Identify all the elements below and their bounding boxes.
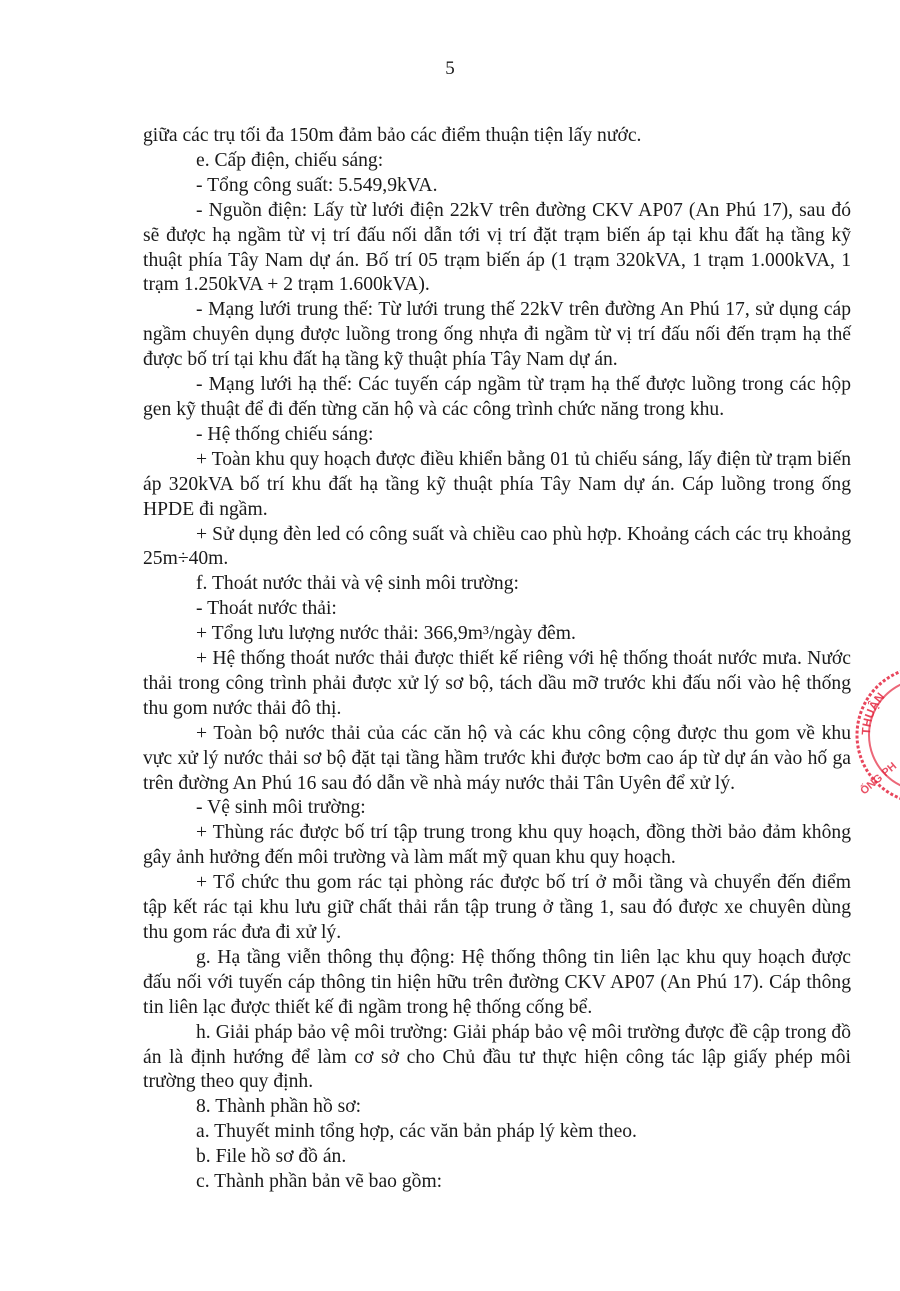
paragraph: + Tổng lưu lượng nước thải: 366,9m³/ngày đêm. xyxy=(196,623,576,645)
paragraph: - Tổng công suất: 5.549,9kVA. xyxy=(196,174,438,196)
list-item: b. File hồ sơ đồ án. xyxy=(196,1146,347,1168)
section-heading: g. Hạ tầng viễn thông thụ động: Hệ thống thông tin liên lạc khu quy hoạch được đấu nối với tuyến cáp thông tin hiện hữu trên đường CKV AP07 (An Phú 17). Cáp thông tin liên lạc được thiết kế đi ngầm trong hệ thống cống bể. xyxy=(143,946,851,1018)
document-body xyxy=(143,124,851,1195)
seal-text: THUẬN xyxy=(858,689,888,736)
paragraph: - Thoát nước thải: xyxy=(196,598,337,620)
paragraph: - Nguồn điện: Lấy từ lưới điện 22kV trên đường CKV AP07 (An Phú 17), sau đó sẽ được hạ ngầm từ vị trí đấu nối dẫn tới vị trí đặt trạm biến áp tại khu đất hạ tầng kỹ thuật phía Tây Nam dự án. Bố trí 05 trạm biến áp (1 trạm 320kVA, 1 trạm 1.000kVA, 1 trạm 1.250kVA + 2 trạm 1.600kVA). xyxy=(143,199,851,296)
paragraph: giữa các trụ tối đa 150m đảm bảo các điểm thuận tiện lấy nước. xyxy=(143,125,642,146)
svg-text:THUẬN xyxy=(859,690,888,735)
paragraph: - Mạng lưới hạ thế: Các tuyến cáp ngầm từ trạm hạ thế được luồng trong các hộp gen kỹ thuật để đi đến từng căn hộ và các công trình chức năng trong khu. xyxy=(143,374,851,420)
paragraph: - Hệ thống chiếu sáng: xyxy=(196,423,374,445)
paragraph: + Sử dụng đèn led có công suất và chiều cao phù hợp. Khoảng cách các trụ khoảng 25m÷40m. xyxy=(143,523,851,570)
list-item: a. Thuyết minh tổng hợp, các văn bản pháp lý kèm theo. xyxy=(196,1121,637,1143)
paragraph: + Toàn khu quy hoạch được điều khiển bằng 01 tủ chiếu sáng, lấy điện từ trạm biến áp 320kVA bố trí khu đất hạ tầng kỹ thuật phía Tây Nam dự án. Cáp luồng trong ống HPDE đi ngầm. xyxy=(143,448,851,520)
section-heading: f. Thoát nước thải và vệ sinh môi trường: xyxy=(196,573,519,595)
page-number: 5 xyxy=(445,58,455,79)
paragraph: + Tổ chức thu gom rác tại phòng rác được bố trí ở mỗi tầng và chuyển đến điểm tập kết rác tại khu lưu giữ chất thải rắn tập trung ở tầng 1, sau đó được xe chuyên dùng thu gom rác đưa đi xử lý. xyxy=(143,872,851,943)
svg-text:ỐNG PH: ỐNG PH xyxy=(858,760,900,798)
paragraph: - Mạng lưới trung thế: Từ lưới trung thế 22kV trên đường An Phú 17, sử dụng cáp ngầm chuyên dụng được luồng trong ống nhựa đi ngầm từ vị trí đấu nối đến trạm hạ thế được bố trí tại khu đất hạ tầng kỹ thuật phía Tây Nam dự án. xyxy=(143,299,851,371)
paragraph: + Toàn bộ nước thải của các căn hộ và các khu công cộng được thu gom về khu vực xử lý nước thải sơ bộ đặt tại tầng hầm trước khi được bơm cao áp từ dự án vào hố ga trên đường An Phú 16 sau đó dẫn về nhà máy nước thải Tân Uyên để xử lý. xyxy=(143,722,851,794)
paragraph: + Thùng rác được bố trí tập trung trong khu quy hoạch, đồng thời bảo đảm không gây ảnh hưởng đến môi trường và làm mất mỹ quan khu quy hoạch. xyxy=(143,822,851,869)
section-heading: h. Giải pháp bảo vệ môi trường: Giải pháp bảo vệ môi trường được đề cập trong đồ án là định hướng để làm cơ sở cho Chủ đầu tư thực hiện công tác lập giấy phép môi trường theo quy định. xyxy=(143,1021,851,1093)
list-item: c. Thành phần bản vẽ bao gồm: xyxy=(196,1171,443,1193)
paragraph: + Hệ thống thoát nước thải được thiết kế riêng với hệ thống thoát nước mưa. Nước thải trong công trình phải được xử lý sơ bộ, tách dầu mỡ trước khi đấu nối vào hệ thống thu gom nước thải đô thị. xyxy=(143,648,851,719)
official-seal xyxy=(850,655,900,815)
section-heading: e. Cấp điện, chiếu sáng: xyxy=(196,149,384,171)
paragraph: - Vệ sinh môi trường: xyxy=(196,797,366,819)
section-heading: 8. Thành phần hồ sơ: xyxy=(196,1096,362,1118)
